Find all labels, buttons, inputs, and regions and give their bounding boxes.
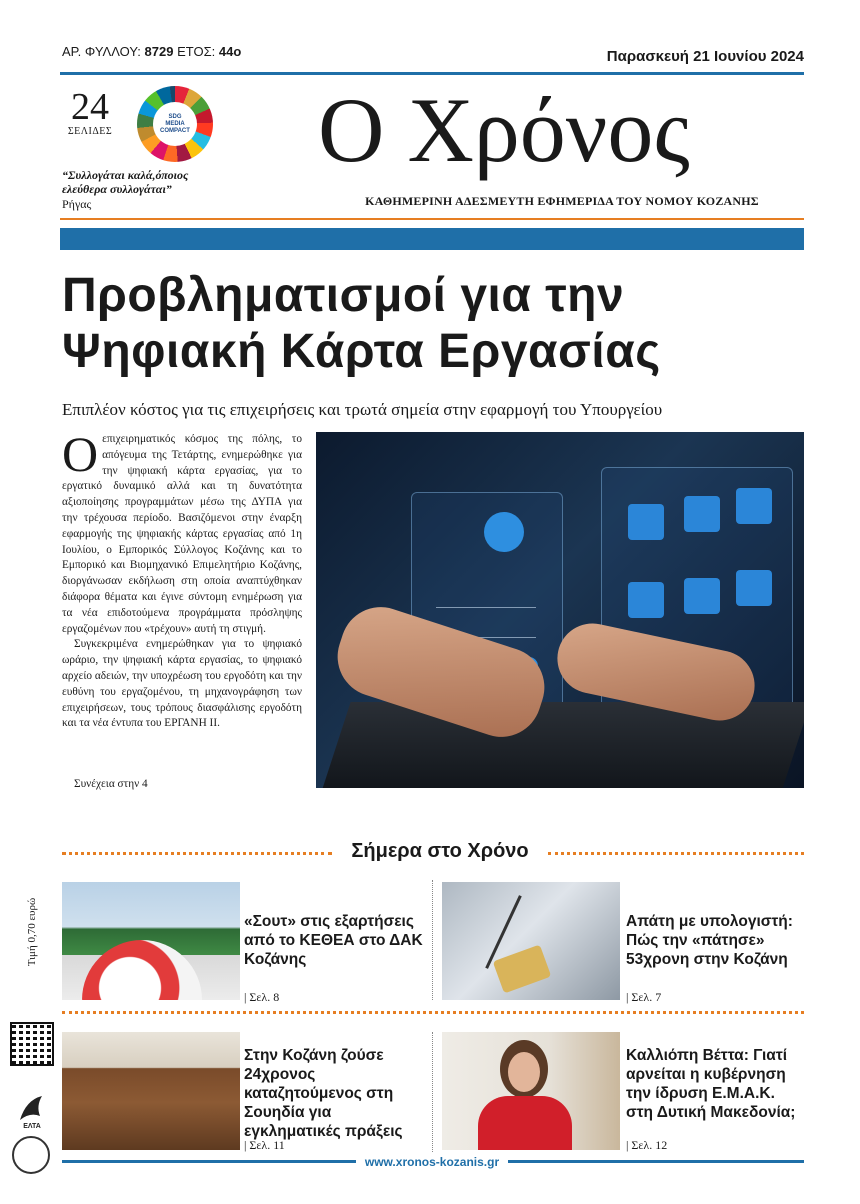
- qr-code-icon[interactable]: [10, 1022, 54, 1066]
- publisher-seal-icon: [12, 1136, 50, 1174]
- user-avatar-icon: [484, 512, 524, 552]
- lead-article-body: [62, 426, 302, 732]
- lock-tile-icon: [736, 488, 772, 524]
- lead-photo-laptop-login: [316, 432, 804, 788]
- elta-label: ΕΛΤΑ: [23, 1123, 41, 1130]
- portrait-face-graphic: [508, 1052, 540, 1092]
- newspaper-masthead: Ο Χρόνος: [318, 79, 690, 181]
- teaser-divider: [432, 1032, 434, 1152]
- teaser-photo-phishing-keyboard[interactable]: [442, 882, 620, 1000]
- teaser-page-ref: | Σελ. 12: [626, 1138, 668, 1152]
- price-label: Τιμή 0,70 ευρώ: [26, 897, 38, 967]
- top-divider: [60, 72, 804, 75]
- teaser-page-ref: | Σελ. 8: [244, 990, 280, 1004]
- motto-author: Ρήγας: [62, 197, 92, 211]
- teaser-title[interactable]: «Σουτ» στις εξαρτήσεις από το ΚΕΘΕΑ στο ΔΑΚ Κοζάνης: [244, 913, 423, 968]
- issue-label: ΑΡ. ΦΥΛΛΟΥ:: [62, 44, 141, 59]
- headline-line: Ψηφιακή Κάρτα Εργασίας: [62, 325, 661, 378]
- elta-postal-logo: [12, 1090, 52, 1130]
- paragraph-text: επιχειρηματικός κόσμος της πόλης, το απόγευμα της Τετάρτης, ενημερώθηκε για την ψηφιακή κάρτα εργασίας, για το εργατικό δυναμικό αλλά και τη δυνατότητα αξιοποίησης προγραμμάτων μέσω της ΔΥΠΑ για την τρέχουσα περίοδο. Βασιζόμενοι στην έναρξη εφαρμογής της ψηφιακής κάρτας εργασίας από 1η Ιουλίου, ο Εμπορικός Σύλλογος Κοζάνης και το Εμπορικό και Βιομηχανικό Επιμελητήριο Κοζάνης, διοργάνωσαν εκδήλωση στη οποία αναπτύχθηκαν διάφορα θέματα και έγινε σύντομη ενημέρωση για τα νέα επιδοτούμενα προγράμματα πρόσληψης εργαζομένων που «τρέχουν» αυτή τη στιγμή.: [62, 433, 302, 635]
- header-orange-divider: [60, 218, 804, 220]
- motto-quote: “Συλλογάται καλά,όποιος ελεύθερα συλλογάται”: [62, 168, 189, 196]
- year-number: 44ο: [218, 44, 242, 59]
- issue-info: [62, 44, 241, 59]
- teaser-title[interactable]: Στην Κοζάνη ζούσε 24χρονος καταζητούμενος στη Σουηδία για εγκληματικές πράξεις: [244, 1047, 403, 1140]
- person-tile-icon: [628, 504, 664, 540]
- teaser-photo-kalliopi-vetta[interactable]: [442, 1032, 620, 1150]
- website-link[interactable]: www.xronos-kozanis.gr: [356, 1155, 508, 1169]
- sdg-badge-line: MEDIA: [165, 120, 185, 127]
- teaser-page-ref: | Σελ. 11: [244, 1138, 285, 1152]
- teaser-photo-football-stadium[interactable]: [62, 882, 240, 1000]
- issue-date: Παρασκευή 21 Ιουνίου 2024: [606, 48, 804, 65]
- lead-subheadline: Επιπλέον κόστος για τις επιχειρήσεις και τρωτά σημεία στην εφαρμογή του Υπουργείου: [62, 400, 663, 419]
- sdg-badge-center: [153, 102, 197, 146]
- year-label: ΕΤΟΣ:: [177, 44, 216, 59]
- teaser-page-ref: | Σελ. 7: [626, 990, 662, 1004]
- sdg-badge-line: SDG: [168, 113, 182, 120]
- mail-tile-icon: [684, 578, 720, 614]
- card-tile-icon: [736, 570, 772, 606]
- lead-headline[interactable]: [62, 268, 802, 380]
- teaser-row-divider: [62, 1011, 804, 1014]
- issue-number: 8729: [144, 44, 174, 59]
- credit-card-chip-graphic: [493, 944, 552, 993]
- section-title: Σήμερα στο Χρόνο: [351, 840, 529, 862]
- bell-tile-icon: [684, 496, 720, 532]
- sdg-badge-line: COMPACT: [160, 127, 190, 134]
- headline-line: Προβληματισμοί για την: [62, 269, 625, 322]
- shield-tile-icon: [628, 582, 664, 618]
- teaser-title[interactable]: Απάτη με υπολογιστή: Πώς την «πάτησε» 53χρονη στην Κοζάνη: [626, 913, 793, 968]
- pages-count: 24: [71, 86, 109, 128]
- section-dotted-rule: [62, 852, 332, 855]
- teaser-title[interactable]: Καλλιόπη Βέττα: Γιατί αρνείται η κυβέρνηση την ίδρυση Ε.Μ.Α.Κ. στη Δυτική Μακεδονία;: [626, 1047, 796, 1121]
- football-graphic: [82, 940, 202, 1000]
- username-field-graphic: [436, 597, 536, 608]
- continue-link[interactable]: Συνέχεια στην 4: [74, 778, 148, 790]
- teaser-divider: [432, 880, 434, 1000]
- portrait-red-jacket-graphic: [478, 1096, 572, 1150]
- article-paragraph: Συγκεκριμένα ενημερώθηκαν για το ψηφιακό ωράριο, την ψηφιακή κάρτα εργασίας, το ψηφιακό αρχείο αδειών, την υποχρέωση του εργοδότη και την ευθύνη του εργαζομένου, τη μηχανογράφηση των επιχειρήσεων, τους τρόπους διασφάλισης εργοδότη και τα νέα έντυπα του ΕΡΓΑΝΗ ΙΙ.: [62, 638, 302, 730]
- article-paragraph: [62, 426, 302, 637]
- drop-cap: Ο: [62, 426, 99, 482]
- section-dotted-rule: [548, 852, 804, 855]
- teaser-photo-courtroom[interactable]: [62, 1032, 240, 1150]
- header-blue-bar: [60, 228, 804, 250]
- masthead-tagline: ΚΑΘΗΜΕΡΙΝΗ ΑΔΕΣΜΕΥΤΗ ΕΦΗΜΕΡΙΔΑ ΤΟΥ ΝΟΜΟΥ ΚΟΖΑΝΗΣ: [365, 194, 759, 208]
- pages-label: ΣΕΛΙΔΕΣ: [67, 126, 113, 137]
